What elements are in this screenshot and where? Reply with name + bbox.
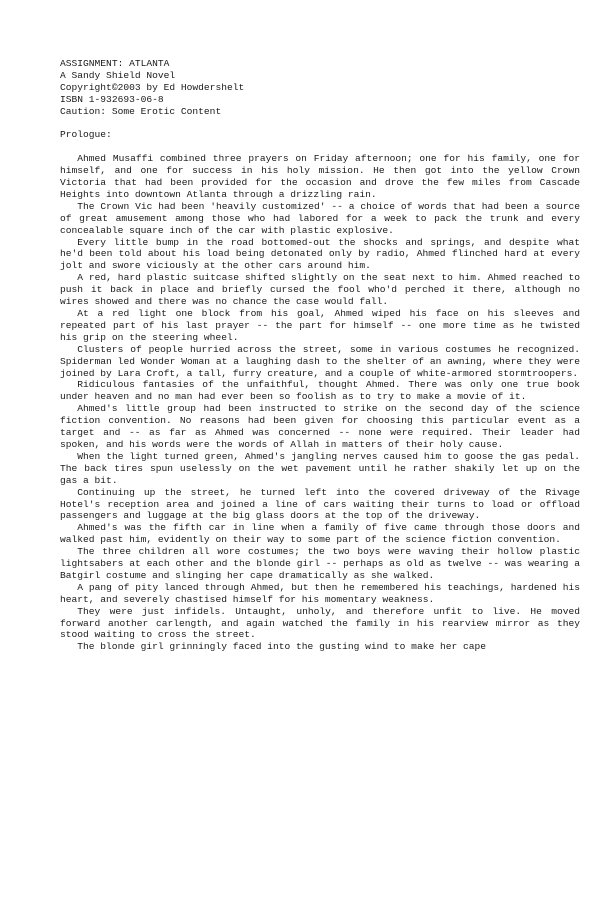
- paragraph: Clusters of people hurried across the street, some in various costumes he recognized. Spiderman led Wonder Woman at a laughing dash to the shelter of an awning, where they were joined by Lara Croft, a tall, furry creature, and a couple of white-armored stormtroopers.: [60, 343, 586, 379]
- section-heading: Prologue:: [60, 129, 112, 141]
- document-page: [60, 58, 586, 653]
- paragraph: Ahmed's was the fifth car in line when a family of five came through those doors and walked past him, evidently on their way to some part of the science fiction convention.: [60, 522, 586, 546]
- copyright-line: Copyright©2003 by Ed Howdershelt: [60, 81, 245, 93]
- paragraph: At a red light one block from his goal, Ahmed wiped his face on his sleeves and repeated part of his last prayer -- the part for himself -- one more time as he twisted his grip on the steering wheel.: [60, 308, 586, 343]
- paragraph: They were just infidels. Untaught, unholy, and therefore unfit to live. He moved forward another carlength, and again watched the family in his rearview mirror as they stood waiting to cross the street.: [60, 605, 586, 641]
- paragraph: Ahmed Musaffi combined three prayers on Friday afternoon; one for his family, one for himself, and one for success in his holy mission. He then got into the yellow Crown Victoria that had been provided for the occasion and drove the few miles from Cascade Heights into downtown Atlanta through a drizzling rain.: [60, 153, 586, 200]
- paragraph: A pang of pity lanced through Ahmed, but then he remembered his teachings, hardened his heart, and severely chastised himself for his momentary weakness.: [60, 581, 586, 605]
- book-title: ASSIGNMENT: ATLANTA: [60, 58, 170, 69]
- body-text: [60, 153, 586, 653]
- paragraph: The Crown Vic had been 'heavily customized' -- a choice of words that had been a source of great amusement among those who had labored for a week to pack the trunk and every concealable square inch of the car with plastic explosive.: [60, 200, 586, 236]
- paragraph: Ridiculous fantasies of the unfaithful, thought Ahmed. There was only one true book under heaven and no man had ever been so foolish as to try to make a movie of it.: [60, 379, 586, 403]
- paragraph: Ahmed's little group had been instructed to strike on the second day of the science fiction convention. No reasons had been given for choosing this particular event as a target and -- as far as Ahmed was concerned -- none were required. Their leader had spoken, and his words were the words of Allah in matters of their holy cause.: [60, 403, 586, 450]
- paragraph: Every little bump in the road bottomed-out the shocks and springs, and despite what he'd been told about his load being detonated only by radio, Ahmed flinched hard at every jolt and swore viciously at the other cars around him.: [60, 236, 586, 272]
- paragraph: A red, hard plastic suitcase shifted slightly on the seat next to him. Ahmed reached to push it back in place and briefly cursed the fool who'd perched it there, although no wires showed and there was no chance the case would fall.: [60, 272, 586, 308]
- paragraph: The three children all wore costumes; the two boys were waving their hollow plastic lightsabers at each other and the blonde girl -- perhaps as old as twelve -- was wearing a Batgirl costume and slinging her cape dramatically as she walked.: [60, 546, 586, 581]
- book-header: [60, 58, 580, 118]
- paragraph: The blonde girl grinningly faced into the gusting wind to make her cape: [77, 641, 487, 653]
- caution-line: Caution: Some Erotic Content: [60, 105, 222, 117]
- paragraph: When the light turned green, Ahmed's jangling nerves caused him to goose the gas pedal. The back tires spun uselessly on the wet pavement until he rather shakily let up on the gas a bit.: [60, 450, 586, 486]
- isbn-line: ISBN 1-932693-06-8: [60, 93, 164, 105]
- paragraph: Continuing up the street, he turned left into the covered driveway of the Rivage Hotel's reception area and joined a line of cars waiting their turns to load or offload passengers and luggage at the big glass doors at the top of the driveway.: [60, 486, 586, 522]
- series-line: A Sandy Shield Novel: [60, 69, 176, 81]
